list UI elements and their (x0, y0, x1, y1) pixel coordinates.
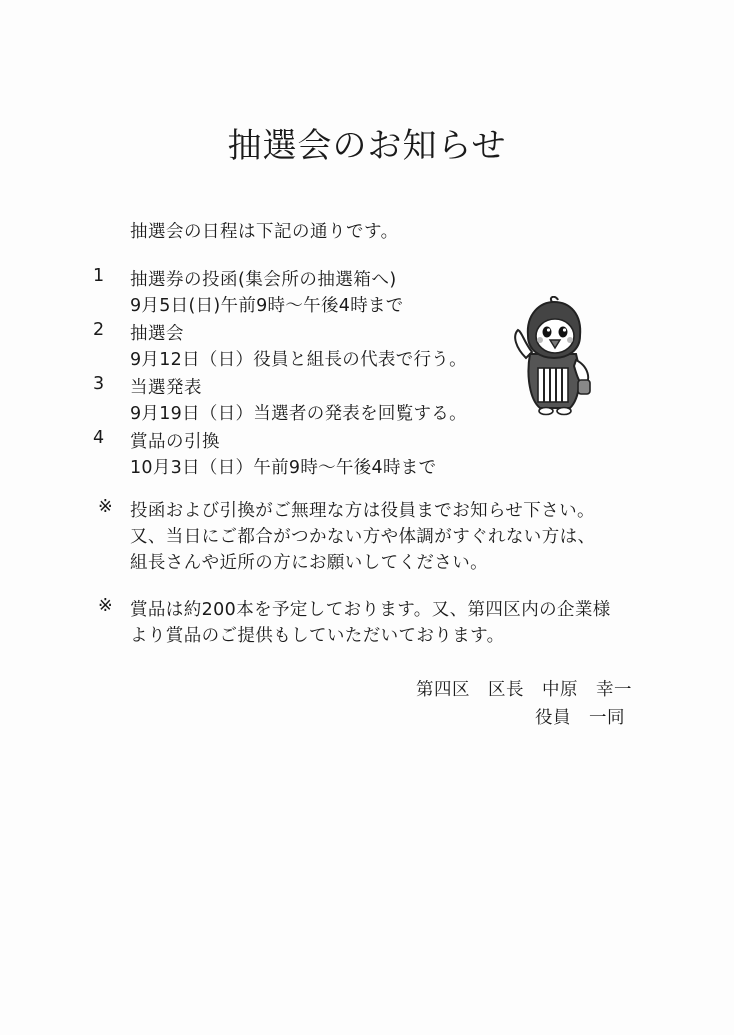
item-number: 3 (93, 374, 105, 394)
reference-mark: ※ (98, 497, 113, 517)
item-heading: 当選発表 (130, 378, 202, 398)
note-line: より賞品のご提供もしていただいております。 (130, 626, 505, 646)
note-line: 又、当日にご都合がつかない方や体調がすぐれない方は、 (130, 527, 596, 547)
page-title: 抽選会のお知らせ (227, 126, 507, 166)
item-detail: 9月12日（日）役員と組長の代表で行う。 (130, 350, 467, 370)
item-heading: 賞品の引換 (130, 432, 220, 452)
intro-text: 抽選会の日程は下記の通りです。 (130, 222, 399, 242)
schedule-list (0, 266, 734, 482)
note-line: 賞品は約200本を予定しております。又、第四区内の企業様 (130, 600, 611, 620)
signature-line: 第四区 区長 中原 幸一 (416, 680, 632, 700)
list-item (0, 320, 734, 374)
reference-mark: ※ (98, 596, 113, 616)
note-line: 投函および引換がご無理な方は役員までお知らせ下さい。 (130, 501, 595, 521)
list-item (0, 266, 734, 320)
bird-mascot-icon (508, 296, 598, 418)
list-item (0, 374, 734, 428)
list-item (0, 428, 734, 482)
item-detail: 9月5日(日)午前9時～午後4時まで (130, 296, 404, 316)
item-number: 4 (93, 428, 105, 448)
signature-line: 役員 一同 (535, 708, 625, 728)
item-number: 2 (93, 320, 105, 340)
item-detail: 9月19日（日）当選者の発表を回覧する。 (130, 404, 467, 424)
item-heading: 抽選会 (130, 324, 184, 344)
item-number: 1 (93, 266, 105, 286)
item-heading: 抽選券の投函(集会所の抽選箱へ) (130, 270, 397, 290)
note-line: 組長さんや近所の方にお願いしてください。 (130, 553, 488, 573)
item-detail: 10月3日（日）午前9時～午後4時まで (130, 458, 437, 478)
